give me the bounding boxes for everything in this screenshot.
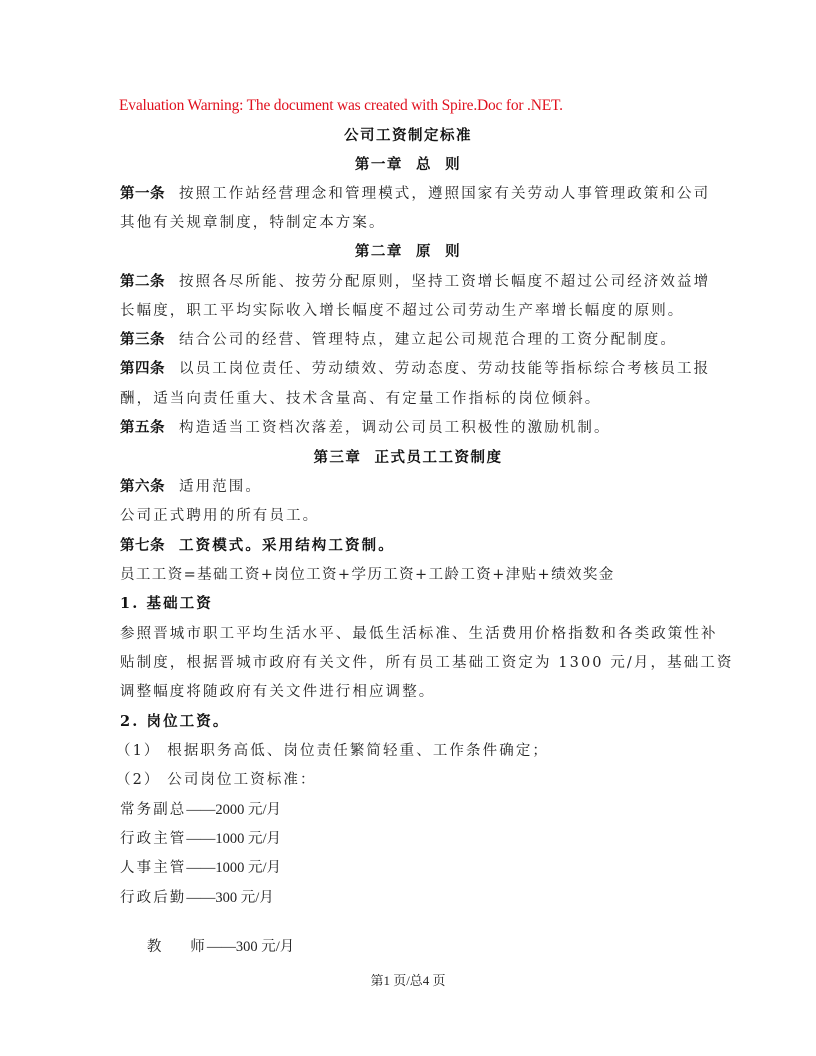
salary-amount: ——2000 元/月 xyxy=(186,802,282,818)
article-2-text: 按照各尽所能、按劳分配原则，坚持工资增长幅度不超过公司经济效益增 xyxy=(179,274,711,290)
salary-row xyxy=(120,858,700,878)
article-4-line-1 xyxy=(120,359,711,379)
article-6-label: 第六条 xyxy=(120,478,165,495)
article-3-text: 结合公司的经营、管理特点，建立起公司规范合理的工资分配制度。 xyxy=(179,332,677,348)
article-3-line-1 xyxy=(120,330,700,350)
article-6-text: 适用范围。 xyxy=(179,479,262,495)
salary-row xyxy=(120,917,700,977)
section-1-line-1: 参照晋城市职工平均生活水平、最低生活标准、生活费用价格指数和各类政策性补 xyxy=(120,626,718,642)
salary-amount: ——300 元/月 xyxy=(186,890,274,906)
article-7-line-1 xyxy=(120,536,700,556)
salary-formula: 员工工资=基础工资+岗位工资+学历工资+工龄工资+津贴+绩效奖金 xyxy=(120,567,615,583)
article-5-text: 构造适当工资档次落差，调动公司员工积极性的激励机制。 xyxy=(179,420,611,436)
article-4-text: 以员工岗位责任、劳动绩效、劳动态度、劳动技能等指标综合考核员工报 xyxy=(179,361,711,377)
salary-amount: ——1000 元/月 xyxy=(186,831,282,847)
chapter-1-heading: 第一章 总 则 xyxy=(354,156,462,173)
section-2-item-2: （2） 公司岗位工资标准： xyxy=(116,772,317,788)
section-2-item-1: （1） 根据职务高低、岗位责任繁简轻重、工作条件确定； xyxy=(116,743,550,759)
article-5-line-1 xyxy=(120,418,700,438)
article-4-line-2: 酬，适当向责任重大、技术含量高、有定量工作指标的岗位倾斜。 xyxy=(120,391,602,407)
article-1-line-2: 其他有关规章制度，特制定本方案。 xyxy=(120,215,386,231)
salary-row xyxy=(120,888,700,908)
article-6-line-1 xyxy=(120,477,700,497)
salary-position: 人事主管 xyxy=(120,860,187,876)
article-3-label: 第三条 xyxy=(120,331,165,348)
section-1-line-2: 贴制度，根据晋城市政府有关文件，所有员工基础工资定为 1300 元/月，基础工资 xyxy=(120,655,734,671)
evaluation-warning: Evaluation Warning: The document was created with Spire.Doc for .NET. xyxy=(119,97,563,114)
article-7-text: 工资模式。采用结构工资制。 xyxy=(179,537,395,554)
article-2-line-1 xyxy=(120,272,711,292)
article-2-line-2: 长幅度，职工平均实际收入增长幅度不超过公司劳动生产率增长幅度的原则。 xyxy=(120,303,685,319)
salary-amount: ——1000 元/月 xyxy=(186,860,282,876)
article-4-label: 第四条 xyxy=(120,360,165,377)
salary-row xyxy=(120,800,700,820)
chapter-2-heading: 第二章 原 则 xyxy=(354,243,462,260)
article-1-label: 第一条 xyxy=(120,185,165,202)
article-5-label: 第五条 xyxy=(120,419,165,436)
article-1-text: 按照工作站经营理念和管理模式，遵照国家有关劳动人事管理政策和公司 xyxy=(179,186,711,202)
section-1-heading: 1. 基础工资 xyxy=(120,595,213,612)
article-1-line-1 xyxy=(120,184,711,204)
salary-position: 行政主管 xyxy=(120,831,187,847)
article-2-label: 第二条 xyxy=(120,273,165,290)
section-2-heading: 2. 岗位工资。 xyxy=(120,713,230,730)
salary-position: 教 师 xyxy=(146,939,207,955)
salary-position: 常务副总 xyxy=(120,802,187,818)
salary-position: 行政后勤 xyxy=(120,890,187,906)
chapter-3-heading: 第三章 正式员工工资制度 xyxy=(313,449,503,466)
section-1-line-3: 调整幅度将随政府有关文件进行相应调整。 xyxy=(120,684,436,700)
article-7-label: 第七条 xyxy=(120,537,165,554)
document-title: 公司工资制定标准 xyxy=(344,127,472,144)
page-footer: 第1 页/总4 页 xyxy=(370,973,446,988)
salary-row xyxy=(120,829,700,849)
article-6-line-2: 公司正式聘用的所有员工。 xyxy=(120,508,320,524)
salary-amount: ——300 元/月 xyxy=(206,939,295,955)
